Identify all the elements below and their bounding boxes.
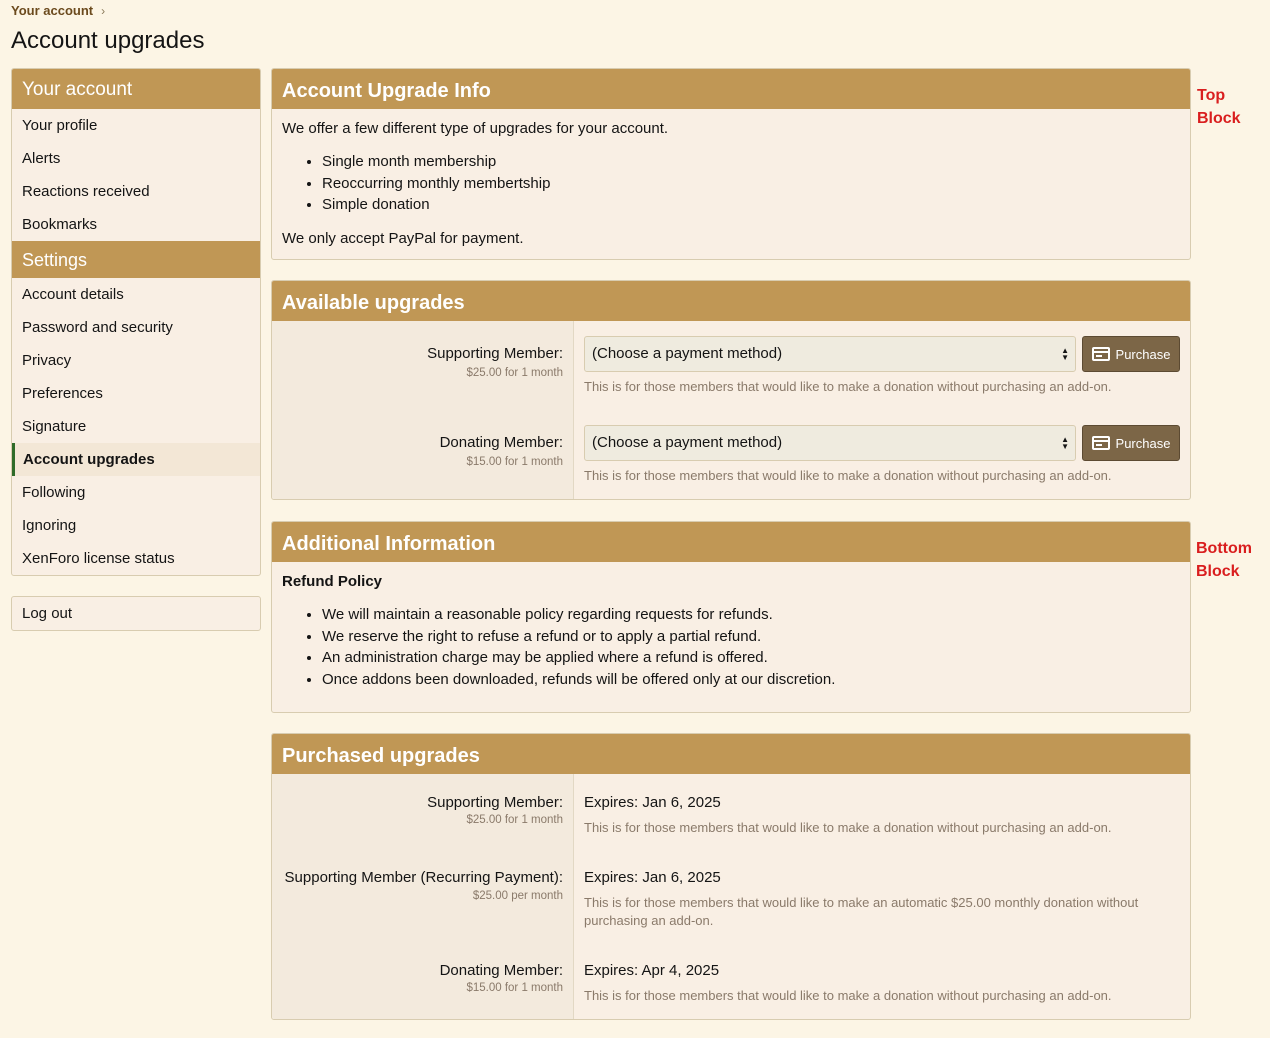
upgrade-description: This is for those members that would like to make a donation without purchasing an add-on.	[584, 988, 1112, 1003]
sidebar-item-privacy[interactable]: Privacy	[22, 352, 72, 369]
list-item: • We reserve the right to refuse a refund or to apply a partial refund.	[322, 626, 1180, 648]
sidebar-item-xenforo-license-status[interactable]: XenForo license status	[22, 550, 175, 567]
sidebar-menu	[11, 68, 261, 576]
sidebar-item-ignoring[interactable]: Ignoring	[22, 517, 77, 534]
purchased-row	[272, 774, 1190, 849]
logout-link[interactable]: Log out	[11, 596, 261, 631]
upgrade-description: This is for those members that would like to make a donation without purchasing an add-on.	[584, 820, 1112, 835]
available-upgrades-form	[272, 321, 1190, 499]
annotation-line: Block	[1196, 563, 1240, 580]
expiry-date: Expires: Apr 4, 2025	[584, 962, 720, 979]
sidebar-item-following[interactable]: Following	[22, 484, 86, 501]
upgrade-description: This is for those members that would like to make an automatic $25.00 monthly donation without purchasing an add-on.	[584, 895, 1139, 928]
purchased-row	[272, 849, 1190, 942]
chevron-right-icon: ›	[101, 3, 106, 18]
payment-method-select[interactable]	[584, 425, 1076, 461]
upgrade-row-donating-member	[272, 410, 1190, 499]
expiry-date: Expires: Jan 6, 2025	[584, 869, 721, 886]
purchased-row	[272, 942, 1190, 1019]
account-upgrade-info-title: Account Upgrade Info	[272, 69, 1190, 109]
refund-policy-list	[322, 604, 1180, 690]
list-item: • Once addons been downloaded, refunds will be offered only at our discretion.	[322, 669, 1180, 691]
upgrade-price: $25.00 per month	[472, 890, 563, 902]
expiry-date: Expires: Jan 6, 2025	[584, 794, 721, 811]
account-upgrade-info-block	[271, 68, 1191, 260]
additional-information-title: Additional Information	[272, 522, 1190, 562]
list-item: • Single month membership	[322, 151, 1180, 173]
list-item: • An administration charge may be applied where a refund is offered.	[322, 647, 1180, 669]
annotation-line: Block	[1197, 110, 1241, 127]
upgrade-name: Supporting Member:	[427, 794, 563, 811]
annotation-line: Bottom	[1196, 540, 1252, 557]
upgrade-description: This is for those members that would like to make a donation without purchasing an add-on.	[584, 379, 1112, 394]
list-item: • Reoccurring monthly membertship	[322, 173, 1180, 195]
list-item: • We will maintain a reasonable policy regarding requests for refunds.	[322, 604, 1180, 626]
credit-card-icon	[1092, 347, 1110, 361]
account-sidebar	[11, 68, 261, 631]
sidebar-item-reactions-received[interactable]: Reactions received	[22, 183, 150, 200]
upgrade-name: Supporting Member (Recurring Payment):	[284, 869, 563, 886]
upgrade-price: $25.00 for 1 month	[466, 367, 563, 379]
page-title: Account upgrades	[11, 27, 205, 54]
upgrade-row-supporting-member	[272, 321, 1190, 410]
annotation-top-block	[1197, 84, 1241, 130]
payment-method-value: (Choose a payment method)	[592, 434, 783, 451]
upgrade-price: $15.00 for 1 month	[466, 982, 563, 994]
upgrade-name: Donating Member:	[439, 434, 563, 451]
sidebar-header-your-account[interactable]: Your account	[12, 69, 260, 109]
upgrade-price: $25.00 for 1 month	[466, 814, 563, 826]
upgrade-description: This is for those members that would like to make a donation without purchasing an add-on.	[584, 468, 1112, 483]
upgrade-name: Donating Member:	[439, 962, 563, 979]
breadcrumb-your-account-link[interactable]: Your account	[11, 3, 94, 18]
sidebar-item-alerts[interactable]: Alerts	[22, 150, 61, 167]
purchase-button[interactable]	[1082, 425, 1180, 461]
select-arrows-icon: ▲ ▼	[1061, 435, 1069, 451]
sidebar-item-bookmarks[interactable]: Bookmarks	[22, 216, 98, 233]
info-outro-text: We only accept PayPal for payment.	[282, 229, 524, 247]
additional-information-block	[271, 521, 1191, 713]
sidebar-item-your-profile[interactable]: Your profile	[22, 117, 98, 134]
annotation-line: Top	[1197, 87, 1226, 104]
payment-method-select[interactable]	[584, 336, 1076, 372]
breadcrumb	[11, 3, 105, 18]
upgrade-price: $15.00 for 1 month	[466, 456, 563, 468]
upgrade-name: Supporting Member:	[427, 345, 563, 362]
purchased-upgrades-list	[272, 774, 1190, 1019]
purchased-upgrades-title: Purchased upgrades	[272, 734, 1190, 774]
sidebar-item-account-details[interactable]: Account details	[22, 286, 124, 303]
sidebar-item-preferences[interactable]: Preferences	[22, 385, 103, 402]
sidebar-item-password-and-security[interactable]: Password and security	[22, 319, 173, 336]
info-upgrade-list	[322, 151, 1180, 216]
annotation-bottom-block	[1196, 537, 1252, 583]
purchase-button-label: Purchase	[1115, 346, 1171, 362]
sidebar-header-settings: Settings	[12, 241, 260, 278]
purchase-button-label: Purchase	[1115, 435, 1171, 451]
payment-method-value: (Choose a payment method)	[592, 345, 783, 362]
refund-policy-heading: Refund Policy	[282, 573, 383, 590]
sidebar-item-account-upgrades[interactable]: Account upgrades	[12, 443, 260, 476]
available-upgrades-title: Available upgrades	[272, 281, 1190, 321]
credit-card-icon	[1092, 436, 1110, 450]
sidebar-item-signature[interactable]: Signature	[22, 418, 87, 435]
purchase-button[interactable]	[1082, 336, 1180, 372]
available-upgrades-block	[271, 280, 1191, 500]
list-item: • Simple donation	[322, 194, 1180, 216]
info-intro-text: We offer a few different type of upgrades for your account.	[282, 120, 669, 137]
purchased-upgrades-block	[271, 733, 1191, 1020]
select-arrows-icon: ▲ ▼	[1061, 346, 1069, 362]
